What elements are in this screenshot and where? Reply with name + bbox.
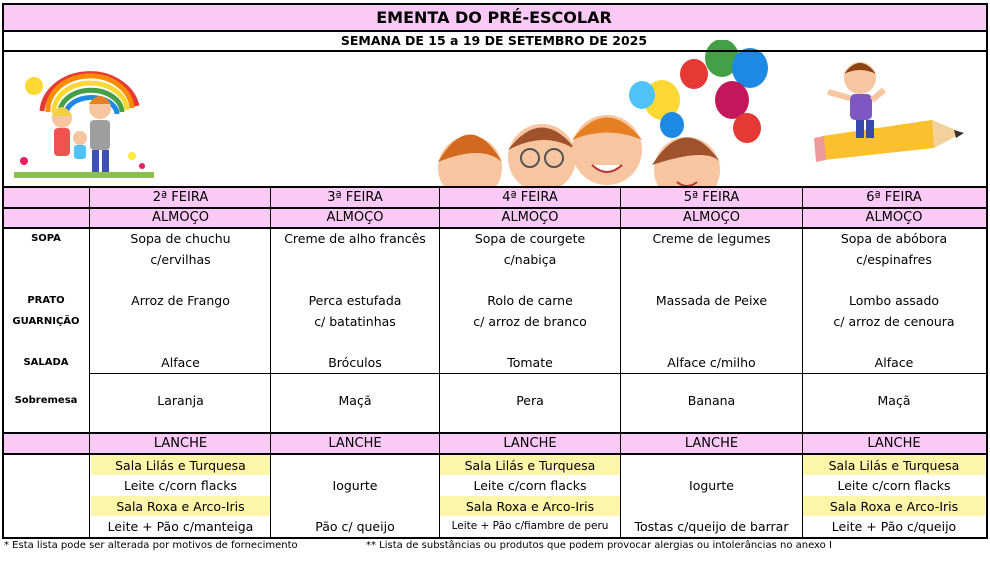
sala-label: Sala Roxa e Arco-Iris	[91, 496, 270, 516]
row-label-sobremesa: Sobremesa	[14, 395, 78, 406]
salada-cell-5: Alface	[874, 355, 914, 370]
sobremesa-cell-4: Banana	[687, 393, 736, 408]
grid-line	[2, 3, 4, 539]
family-rainbow-illustration	[12, 56, 157, 184]
sopa-line: Sopa de courgete	[474, 231, 586, 246]
prato-cell-5	[803, 291, 985, 332]
week-subtitle: SEMANA DE 15 a 19 DE SETEMBRO DE 2025	[340, 33, 648, 48]
almoco-label-4: ALMOÇO	[683, 210, 740, 225]
prato-line: c/ arroz de cenoura	[833, 313, 955, 329]
grid-line	[270, 186, 271, 537]
prato-cell-2	[271, 291, 439, 332]
page-title: EMENTA DO PRÉ-ESCOLAR	[2, 4, 986, 30]
footnote-supply: * Esta lista pode ser alterada por motivos de fornecimento	[4, 540, 298, 551]
grid-line	[986, 3, 988, 539]
sala-label: Sala Roxa e Arco-Iris	[803, 496, 985, 516]
prato-cell-1	[91, 291, 270, 312]
sobremesa-cell-2: Maçã	[338, 393, 372, 408]
sala-label: Sala Lilás e Turquesa	[803, 455, 985, 475]
lanche-item: Leite c/corn flacks	[123, 477, 238, 493]
almoco-label-2: ALMOÇO	[326, 210, 384, 225]
day-header-3: 4ª FEIRA	[502, 189, 558, 205]
prato-line: Perca estufada	[308, 293, 402, 308]
day-header-2: 3ª FEIRA	[327, 189, 383, 205]
row-label-prato: PRATO	[27, 295, 65, 306]
salada-cell-3: Tomate	[507, 355, 553, 370]
grid-line	[439, 186, 440, 537]
grid-line	[2, 227, 988, 229]
lanche-item: Leite + Pão c/queijo	[831, 518, 957, 534]
sopa-cell-5	[803, 229, 985, 270]
salada-cell-1: Alface	[161, 355, 200, 370]
sopa-cell-1	[91, 229, 270, 270]
prato-cell-3	[440, 291, 620, 332]
grid-line	[802, 186, 803, 537]
prato-line: Arroz de Frango	[131, 293, 230, 308]
sopa-line: Creme de alho francês	[284, 231, 426, 246]
prato-line: Massada de Peixe	[655, 293, 768, 308]
lanche-label-4: LANCHE	[684, 435, 739, 451]
prato-line: c/ arroz de branco	[473, 313, 587, 329]
row-label-salada: SALADA	[23, 357, 69, 368]
lanche-label-1: LANCHE	[153, 435, 208, 451]
lanche-item: Pão c/ queijo	[315, 518, 395, 534]
lanche-label-5: LANCHE	[867, 435, 921, 451]
sobremesa-cell-5: Maçã	[877, 393, 911, 408]
sopa-line: Sopa de chuchu	[130, 231, 231, 246]
sopa-cell-4	[621, 229, 802, 250]
row-label-guarnicao: GUARNIÇÃO	[12, 316, 80, 327]
lanche-item: Leite + Pão c/fiambre de peru	[451, 520, 609, 532]
day-header-4: 5ª FEIRA	[683, 189, 740, 205]
lanche-item: Tostas c/queijo de barrar	[634, 518, 789, 534]
sopa-line: Creme de legumes	[652, 231, 771, 246]
prato-line: c/ batatinhas	[314, 313, 396, 329]
sopa-cell-3	[440, 229, 620, 270]
sopa-cell-2	[271, 229, 439, 250]
grid-line	[2, 3, 988, 5]
grid-line	[2, 432, 988, 434]
lanche-item: Leite c/corn flacks	[837, 477, 951, 493]
lanche-item: Leite c/corn flacks	[473, 477, 587, 493]
grid-line	[2, 453, 988, 455]
almoco-label-3: ALMOÇO	[501, 210, 559, 225]
salada-cell-4: Alface c/milho	[667, 355, 756, 370]
grid-line	[90, 373, 986, 374]
grid-line	[2, 537, 988, 539]
sopa-line: c/espinafres	[856, 251, 932, 267]
lanche-label-2: LANCHE	[328, 435, 382, 451]
row-label-sopa: SOPA	[31, 233, 61, 244]
day-header-1: 2ª FEIRA	[152, 189, 209, 205]
boy-on-pencil-illustration	[812, 58, 967, 166]
prato-line: Rolo de carne	[487, 293, 573, 308]
sopa-line: c/nabiça	[503, 251, 557, 267]
grid-line	[89, 186, 90, 537]
sopa-line: Sopa de abóbora	[840, 231, 948, 246]
lanche-item: Iogurte	[332, 477, 378, 493]
footnote-allergens: ** Lista de substâncias ou produtos que podem provocar alergias ou intolerâncias no anexo I	[366, 540, 832, 551]
grid-line	[2, 30, 988, 32]
sobremesa-cell-1: Laranja	[157, 393, 204, 408]
day-header-5: 6ª FEIRA	[866, 189, 922, 205]
grid-line	[2, 50, 988, 52]
sobremesa-cell-3: Pera	[516, 393, 544, 408]
almoco-label-5: ALMOÇO	[865, 210, 923, 225]
prato-line: Lombo assado	[848, 293, 940, 308]
almoco-label-1: ALMOÇO	[152, 210, 209, 225]
sala-label: Sala Lilás e Turquesa	[440, 455, 620, 475]
grid-line	[620, 186, 621, 537]
lanche-item: Iogurte	[689, 477, 734, 493]
grid-line	[2, 207, 988, 209]
lanche-label-3: LANCHE	[503, 435, 557, 451]
grid-line	[2, 186, 988, 188]
lanche-item: Leite + Pão c/manteiga	[107, 518, 254, 534]
sala-label: Sala Lilás e Turquesa	[91, 455, 270, 475]
sopa-line: c/ervilhas	[150, 251, 211, 267]
sala-label: Sala Roxa e Arco-Iris	[440, 496, 620, 516]
salada-cell-2: Bróculos	[328, 355, 382, 370]
prato-cell-4	[621, 291, 802, 312]
